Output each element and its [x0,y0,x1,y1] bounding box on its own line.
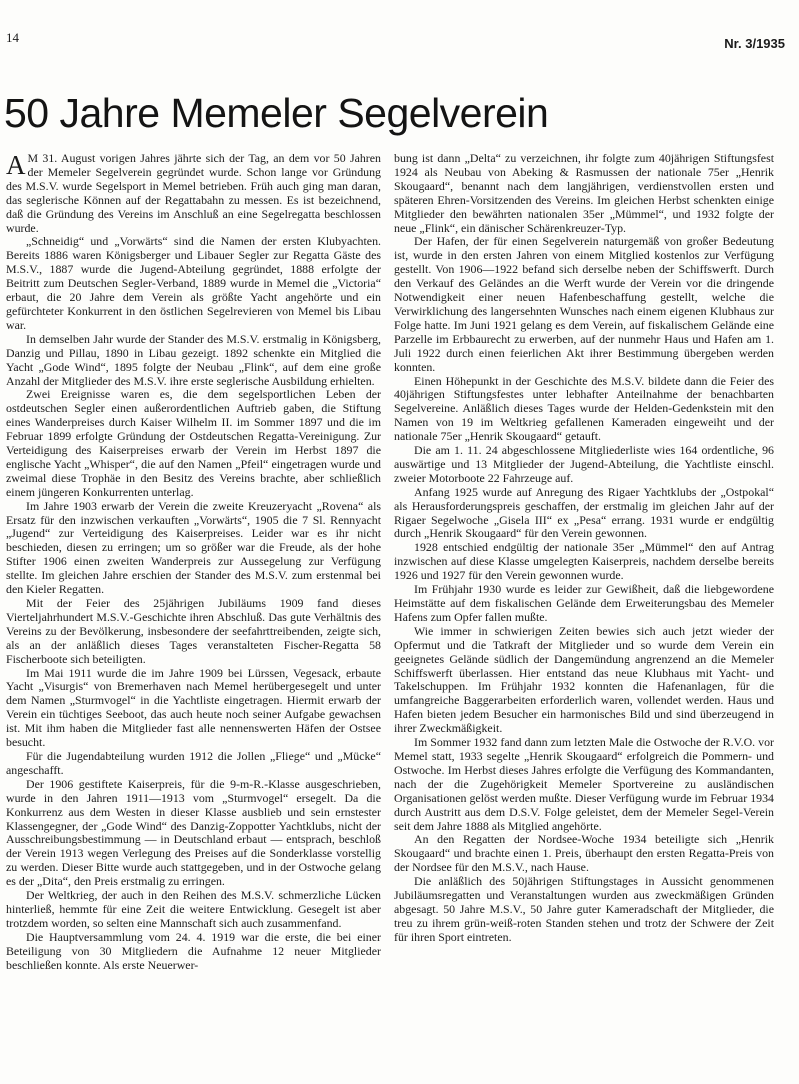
paragraph: Die Hauptversammlung vom 24. 4. 1919 war die erste, die bei einer Beteiligung von 30 Mitgliedern die Aufnahme 12 neuer Mitglieder beschließen konnte. Als erste Neuerwer- [6,929,381,972]
paragraph: An den Regatten der Nordsee-Woche 1934 beteiligte sich „Henrik Skougaard“ und brachte einen 1. Preis, überhaupt den ersten Regatta-Preis von der Nordsee für den M.S.V., nach Hause. [394,832,774,875]
paragraph: Wie immer in schwierigen Zeiten bewies sich auch jetzt wieder der Opfermut und die Tatkraft der Mitglieder und so wurde dem Verein ein geeignetes Gelände südlich der Dangemündung angrenzend an die Memeler Schiffswerft überlassen. Hier entstand das neue Klubhaus mit Yacht- und Takelschuppen. Im Frühjahr 1932 konnten die Hafenanlagen, für die umfangreiche Baggerarbeiten erforderlich waren, vollendet werden. Haus und Hafen bieten jedem Besucher ein harmonisches Bild und sind überzeugend in ihrer Zweckmäßigkeit. [394,623,774,736]
paragraph: Die anläßlich des 50jährigen Stiftungstages in Aussicht genommenen Jubiläumsregatten und Veranstaltungen wurden aus zweckmäßigen Gründen abgesagt. 50 Jahre M.S.V., 50 Jahre guter Kameradschaft der Mitglieder, die treu zu ihrem grün-weiß-roten Standen stehen und trotz der Schwere der Zeit für ihren Sport eintreten. [394,874,774,944]
issue-number: Nr. 3/1935 [724,36,785,51]
paragraph: bung ist dann „Delta“ zu verzeichnen, ihr folgte zum 40jährigen Stiftungsfest 1924 als Neubau von Abeking & Rasmussen der nationale 75er „Henrik Skougaard“, benannt nach dem langjährigen, verdienstvollen ersten und späteren Ehren-Vorsitzenden des Vereins. Im gleichen Herbst schenkten einige Mitglieder den bewährten nationalen 35er „Mümmel“, und 1932 folgte der neue „Flink“, ein dänischer Schärenkreuzer-Typ. [394,152,774,235]
paragraph: In demselben Jahr wurde der Stander des M.S.V. erstmalig in Königsberg, Danzig und Pillau, 1890 in Libau gezeigt. 1892 schenkte ein Mitglied die Yacht „Gode Wind“, 1895 folgte der Neubau „Flink“, auf dem eine große Anzahl der Mitglieder des M.S.V. ihre erste seglerische Ausbildung erhielten. [6,331,381,388]
paragraph: Für die Jugendabteilung wurden 1912 die Jollen „Fliege“ und „Mücke“ angeschafft. [6,748,381,777]
left-column [6,152,381,1067]
page-number: 14 [6,30,19,45]
paragraph: Der 1906 gestiftete Kaiserpreis, für die 9-m-R.-Klasse ausgeschrieben, wurde in den Jahren 1911—1913 vom „Sturmvogel“ ersegelt. Da die Konkurrenz aus dem Westen in dieser Klasse ausblieb und sein ernstester Klassengegner, der „Gode Wind“ des Danzig-Zoppotter Yachtklubs, nicht der Ausschreibungsbestimmung — in Deutschland erbaut — entsprach, beschloß der Verein 1913 wegen Verlegung des Preises auf die Sonderklasse vorstellig zu werden. Dieser Bitte wurde auch stattgegeben, und in der Ostwoche gelang es der „Dita“, den Preis erstmalig zu erringen. [6,776,381,889]
paragraph: Zwei Ereignisse waren es, die dem segelsportlichen Leben der ostdeutschen Segler einen außerordentlichen Auftrieb gaben, die Stiftung eines Wanderpreises durch Kaiser Wilhelm II. im Sommer 1897 und die im Februar 1899 erfolgte Gründung der Ostdeutschen Regatta-Vereinigung. Zur Verteidigung des Kaiserpreises erwarb der Verein im Herbst 1897 die englische Yacht „Whisper“, die auf den Namen „Pfeil“ eingetragen wurde und zweimal diese Trophäe in den Besitz des Vereins brachte, aber schließlich einem jüngeren Konkurrenten unterlag. [6,387,381,499]
paragraph-text: M 31. August vorigen Jahres jährte sich der Tag, an dem vor 50 Jahren der Memeler Segelverein gegründet wurde. Schon lange vor Gründung des M.S.V. wurde Segelsport in Memel betrieben. Früh auch ging man daran, das seglerische Können auf der Regattabahn zu messen. Es ist bezeichnend, daß die Gründung des Vereins im Anschluß an eine Segelregatta beschlossen wurde. [6,152,381,235]
paragraph: „Schneidig“ und „Vorwärts“ sind die Namen der ersten Klubyachten. Bereits 1886 waren Königsberger und Libauer Segler zur Regatta Gäste des M.S.V., 1887 wurde die Jugend-Abteilung gegründet, 1888 erfolgte der Beitritt zum Deutschen Segler-Verband, 1889 wurde in Memel die „Victoria“ erbaut, die 20 Jahre dem Verein als größte Yacht angehörte und ein gefürchteter Konkurrent in den östlichen Segelrevieren von Memel bis Libau war. [6,234,381,332]
paragraph [6,152,381,235]
paragraph: Anfang 1925 wurde auf Anregung des Rigaer Yachtklubs der „Ostpokal“ als Herausforderungspreis geschaffen, der erstmalig im gleichen Jahr auf der Rigaer Segelwoche „Gisela III“ ex „Pesa“ errang. 1931 wurde er endgültig durch „Henrik Skougaard“ für den Verein gewonnen. [394,484,774,541]
drop-cap: A [6,152,26,180]
paragraph: 1928 entschied endgültig der nationale 35er „Mümmel“ den auf Antrag inzwischen auf diese Klasse umgelegten Kaiserpreis, nachdem derselbe bereits 1926 und 1927 für den Verein gewonnen wurde. [394,540,774,583]
right-column [394,152,774,1070]
paragraph: Im Sommer 1932 fand dann zum letzten Male die Ostwoche der R.V.O. vor Memel statt, 1933 segelte „Henrik Skougaard“ erfolgreich die Pommern- und Ostwoche. Im Herbst dieses Jahres erfolgte die Verfügung des Kommandanten, nach der die Zugehörigkeit Memeler Sportvereine zu ausländischen Organisationen gelöst werden mußte. Dieser Verfügung wurde im Februar 1934 durch Austritt aus dem D.S.V. Folge geleistet, dem der Memeler Segel-Verein seit dem Jahre 1888 als Mitglied angehörte. [394,735,774,833]
paragraph: Mit der Feier des 25jährigen Jubiläums 1909 fand dieses Vierteljahrhundert M.S.V.-Geschichte ihren Abschluß. Das gute Verhältnis des Vereins zu der Bevölkerung, insbesondere der seefahrttreibenden, zeigte sich, als an der anläßlich dieses Tages veranstalteten Fischer-Regatta 58 Fischerboote sich beteiligten. [6,596,381,666]
paragraph: Im Mai 1911 wurde die im Jahre 1909 bei Lürssen, Vegesack, erbaute Yacht „Visurgis“ von Bremerhaven nach Memel herübergesegelt und unter dem Namen „Sturmvogel“ in die Yachtliste eingetragen. Hiermit erwarb der Verein ein tüchtiges Seeboot, das auch heute noch seiner Aufgabe gewachsen ist. Mit ihm haben die Mitglieder fast alle nennenswerten Häfen der Ostsee besucht. [6,665,381,750]
paragraph: Die am 1. 11. 24 abgeschlossene Mitgliederliste wies 164 ordentliche, 96 auswärtige und 13 Mitglieder der Jugend-Abteilung, die Yachtliste einschl. zweier Motorboote 22 Fahrzeuge auf. [394,443,774,485]
paragraph: Einen Höhepunkt in der Geschichte des M.S.V. bildete dann die Feier des 40jährigen Stiftungsfestes unter lebhafter Anteilnahme der benachbarten Segelvereine. Anläßlich dieses Tages wurde der Helden-Gedenkstein mit den Namen von 19 im Weltkrieg gefallenen Kameraden eingeweiht und der nationale 75er „Henrik Skougaard“ getauft. [394,373,774,444]
paragraph: Im Jahre 1903 erwarb der Verein die zweite Kreuzeryacht „Rovena“ als Ersatz für den inzwischen verkauften „Vorwärts“, 1905 die 7 Sl. Rennyacht „Jugend“ zur Verteidigung des Kaiserpreises. Leider war es ihr nicht beschieden, diesen zu erringen; um so größer war die Freude, als der hohe Stifter 1906 einen zweiten Wanderpreis zur Aussegelung zur Verfügung stellte. Im gleichen Jahre erschien der Stander des M.S.V. zum erstenmal bei den Kieler Regatten. [6,498,381,597]
paragraph: Der Hafen, der für einen Segelverein naturgemäß von großer Bedeutung ist, wurde in den ersten Jahren von einem Mitglied kostenlos zur Verfügung gestellt. Von 1906—1922 befand sich derselbe neben der Schiffswerft. Durch den Verkauf des Geländes an die Werft wurde der Verein vor die dringende Notwendigkeit einer neuen Hafenbeschaffung gestellt, welche die Verwirklichung des langersehnten Wunsches nach einem eigenen Klubhaus zur Folge hatte. Im Juni 1921 gelang es dem Verein, auf fiskalischem Gelände eine Parzelle im Erbbaurecht zu erwerben, auf der nunmehr Haus und Hafen am 1. Juli 1922 durch einen feierlichen Akt ihrer Bestimmung übergeben werden konnten. [394,234,774,374]
article-title: 50 Jahre Memeler Segelverein [4,90,549,136]
paragraph: Der Weltkrieg, der auch in den Reihen des M.S.V. schmerzliche Lücken hinterließ, hemmte für eine Zeit die weitere Entwicklung. Gesegelt ist aber trotzdem worden, so selten eine Mannschaft sich auch zusammenfand. [6,888,381,930]
paragraph: Im Frühjahr 1930 wurde es leider zur Gewißheit, daß die liebgewordene Heimstätte auf dem fiskalischen Gelände dem Erweiterungsbau des Memeler Hafens zum Opfer fallen mußte. [394,582,774,624]
